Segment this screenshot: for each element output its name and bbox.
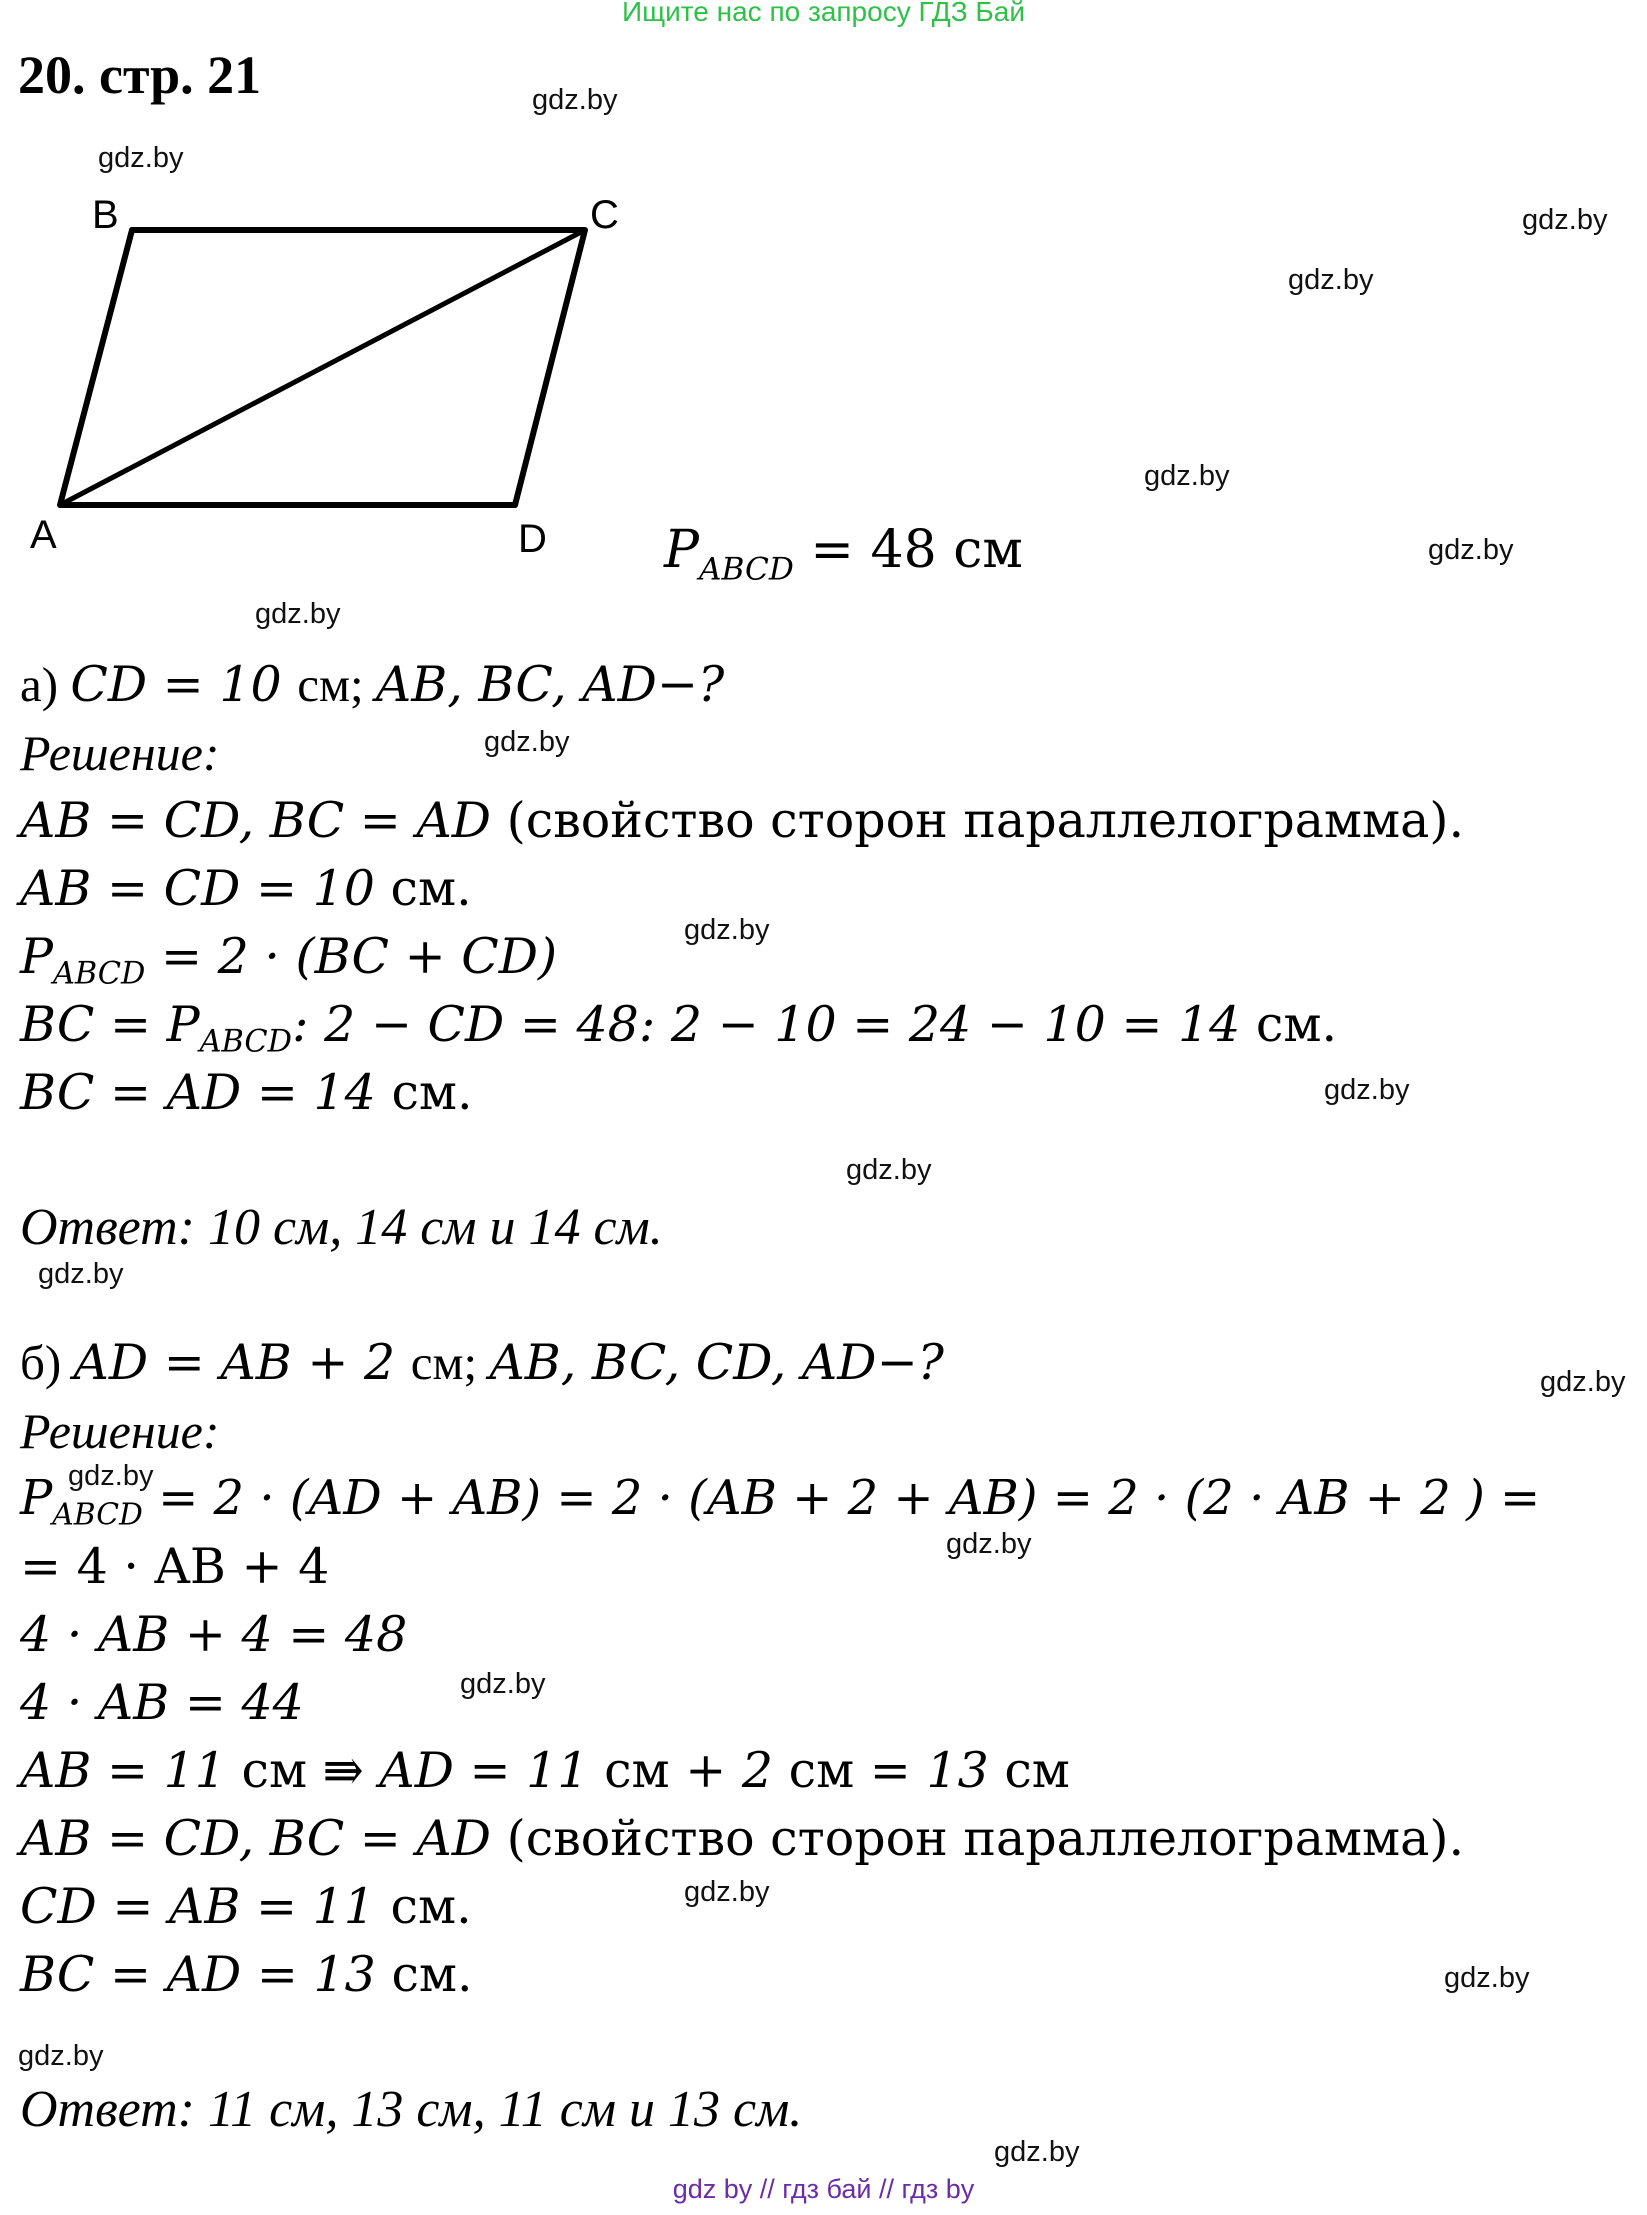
watermark: gdz.by: [1288, 264, 1374, 296]
part-b-solution-label: Решение:: [20, 1403, 220, 1459]
watermark: gdz.by: [946, 1528, 1032, 1560]
part-a-line-3: $P_{ABCD} = 2 \cdot (BC + CD)$: [20, 928, 558, 992]
watermark: gdz.by: [1428, 534, 1514, 566]
part-b-line-6: AB = CD, BC = AD (свойство сторон параллелограмма).: [20, 1810, 1465, 1867]
watermark: gdz.by: [994, 2136, 1080, 2168]
part-b-line-5: AB = 11 см ⇛ AD = 11 см + 2 см = 13 см: [20, 1742, 1070, 1799]
vertex-d-label: D: [518, 517, 547, 561]
diagonal-ac: [60, 230, 585, 505]
watermark: gdz.by: [18, 2040, 104, 2072]
watermark: gdz.by: [1144, 460, 1230, 492]
watermark: gdz.by: [1444, 1962, 1530, 1994]
watermark: gdz.by: [460, 1668, 546, 1700]
perimeter-value: = 48 см: [793, 520, 1023, 580]
part-b-line-2: = 4 · AB + 4: [20, 1538, 330, 1595]
watermark: gdz.by: [68, 1460, 154, 1492]
part-a-line-1: AB = CD, BC = AD (свойство сторон параллелограмма).: [20, 792, 1465, 849]
part-a-line-5: BC = AD = 14 см.: [20, 1064, 473, 1121]
watermark: gdz.by: [484, 726, 570, 758]
watermark: gdz.by: [38, 1258, 124, 1290]
vertex-c-label: C: [590, 193, 619, 237]
part-a-line-4: BC = $P_{ABCD}$: 2 − CD = 48: 2 − 10 = 24 − 10 = 14 см.: [20, 996, 1338, 1060]
part-a-answer: Ответ: 10 см, 14 см и 14 см.: [20, 1199, 663, 1256]
vertex-b-label: B: [92, 193, 119, 237]
part-b-line-3: 4 · AB + 4 = 48: [20, 1606, 408, 1663]
vertex-a-label: A: [30, 513, 57, 557]
watermark: gdz.by: [684, 1876, 770, 1908]
watermark: gdz.by: [1540, 1366, 1626, 1398]
footer-links[interactable]: gdz by // гдз бай // гдз by: [672, 2174, 975, 2204]
part-a-solution-label: Решение:: [20, 725, 220, 781]
perimeter-given: [664, 520, 1023, 587]
part-b-line-1: $P_{ABCD} = 2 \cdot (AD + AB) = 2 \cdot (AB + 2 + AB) = 2 \cdot (2$ · AB + 2 ) =: [20, 1470, 1541, 1533]
part-b-line-7: CD = AB = 11 см.: [20, 1878, 472, 1935]
watermark: gdz.by: [1522, 204, 1608, 236]
part-a-condition: а) CD = 10 см; AB, BC, AD−?: [20, 656, 725, 713]
watermark: gdz.by: [532, 84, 618, 116]
part-a-line-2: AB = CD = 10 см.: [20, 860, 472, 917]
watermark: gdz.by: [684, 914, 770, 946]
part-b-line-8: BC = AD = 13 см.: [20, 1946, 473, 2003]
top-banner[interactable]: Ищите нас по запросу ГДЗ Бай: [621, 0, 1026, 27]
watermark: gdz.by: [846, 1154, 932, 1186]
watermark: gdz.by: [255, 598, 341, 630]
watermark: gdz.by: [1324, 1074, 1410, 1106]
page-title: 20. стр. 21: [18, 45, 262, 105]
part-b-line-4: 4 · AB = 44: [20, 1674, 304, 1731]
part-b-answer: Ответ: 11 см, 13 см, 11 см и 13 см.: [20, 2081, 803, 2138]
parallelogram-figure: [20, 190, 640, 590]
perimeter-subscript: ABCD: [699, 551, 794, 588]
watermark: gdz.by: [98, 142, 184, 174]
perimeter-symbol: P: [664, 520, 699, 580]
part-b-condition: б) AD = AB + 2 см; AB, BC, CD, AD−?: [20, 1334, 944, 1391]
